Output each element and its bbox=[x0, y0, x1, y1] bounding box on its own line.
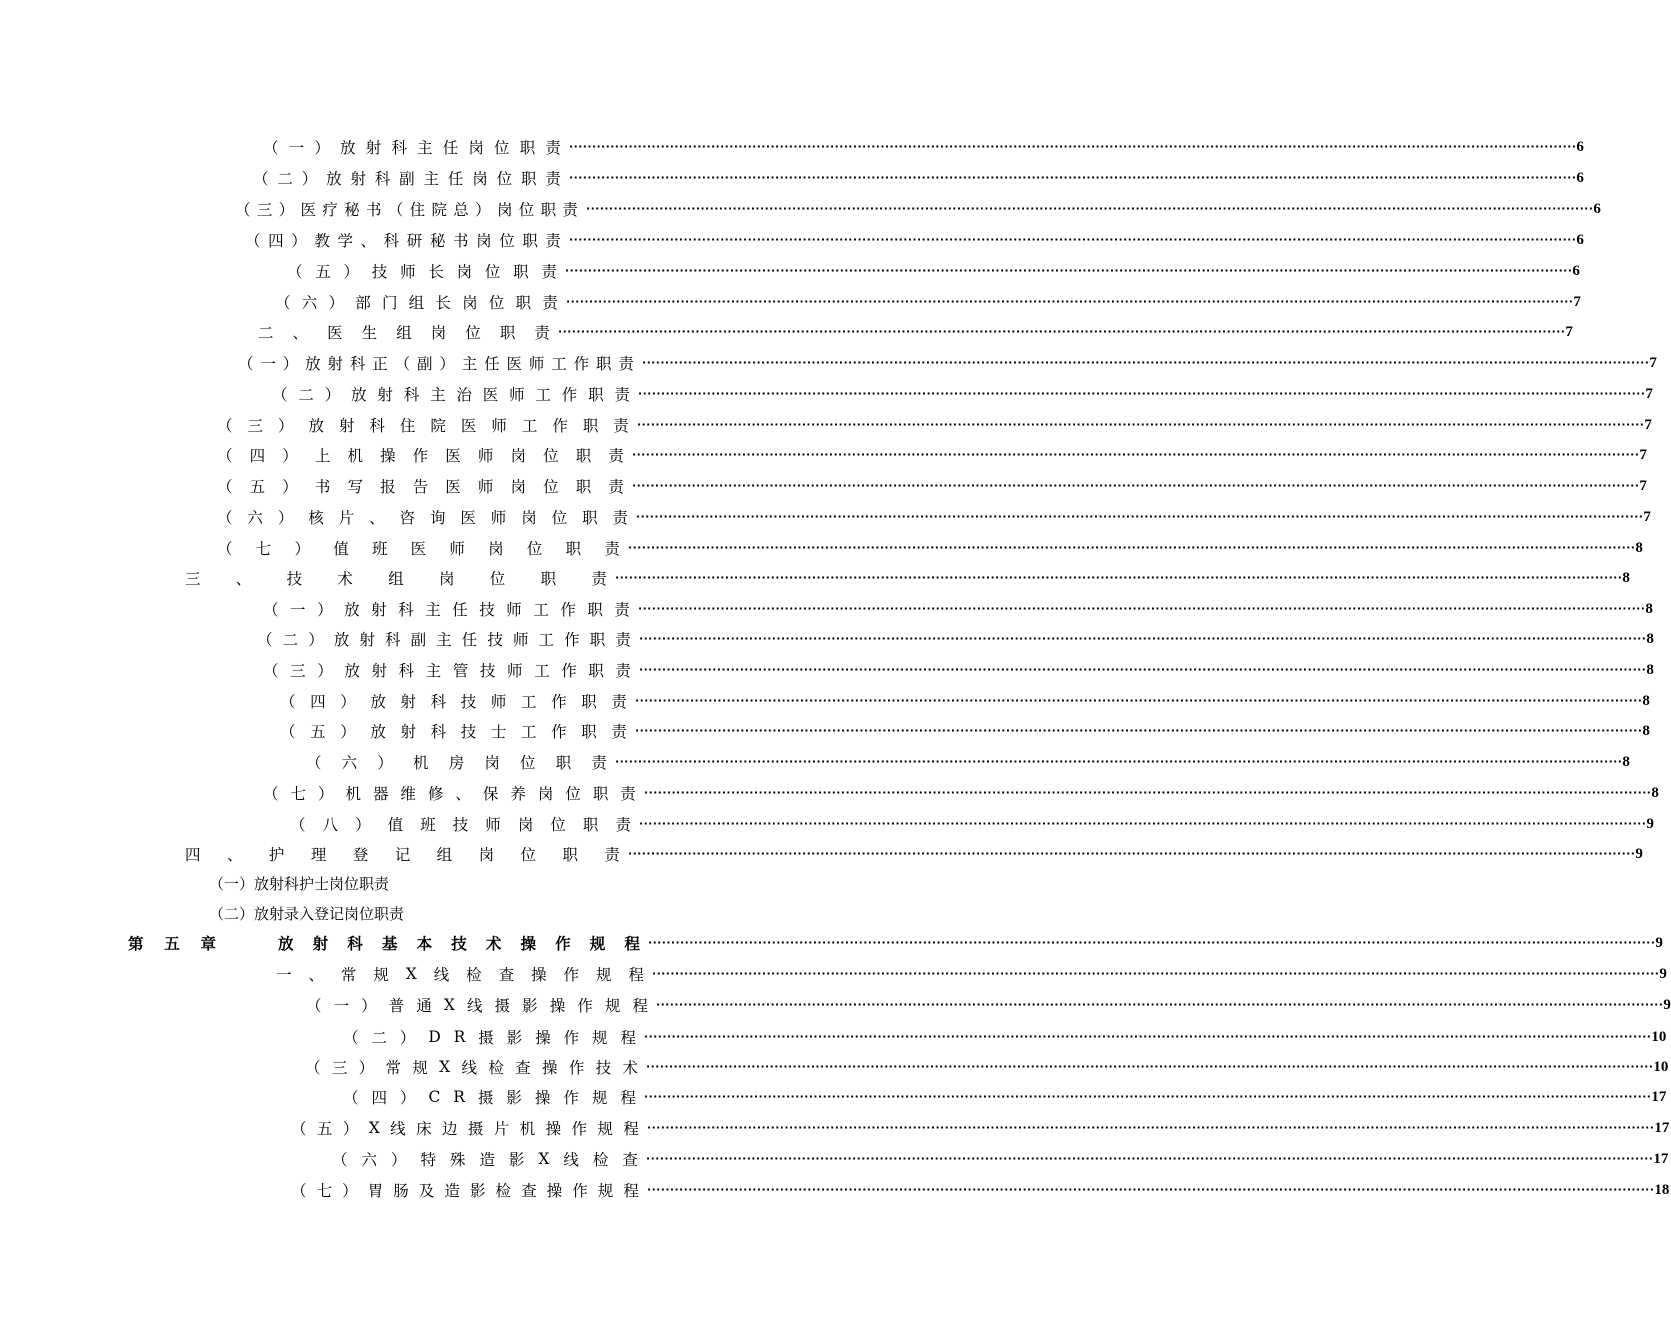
toc-entry-label: 四 、 护 理 登 记 组 岗 位 职 责 bbox=[185, 846, 620, 864]
toc-entry-label: （ 五 ） X 线 床 边 摄 片 机 操 作 规 程 bbox=[291, 1119, 639, 1138]
toc-page-number: 8 bbox=[1645, 601, 1653, 617]
toc-entry: （二）放射录入登记岗位职责 bbox=[209, 905, 405, 923]
toc-entry bbox=[235, 198, 1601, 220]
toc-entry bbox=[291, 1179, 1670, 1201]
toc-page-number: 8 bbox=[1622, 570, 1630, 586]
toc-leader-dots: ···························································································································································································································· bbox=[639, 663, 1647, 676]
toc-page-number: 10 bbox=[1651, 1029, 1667, 1045]
toc-entry-label bbox=[128, 932, 640, 954]
toc-entry bbox=[217, 414, 1652, 436]
toc-entry bbox=[306, 994, 1671, 1016]
toc-entry-label: （ 七 ） 值 班 医 师 岗 位 职 责 bbox=[217, 540, 620, 558]
toc-page-number: 18 bbox=[1654, 1182, 1670, 1198]
toc-entry-label: （ 六 ） 特 殊 造 影 X 线 检 查 bbox=[332, 1150, 638, 1169]
toc-entry bbox=[217, 444, 1647, 466]
toc-leader-dots: ···························································································································································································································· bbox=[636, 510, 1644, 523]
toc-page-number: 9 bbox=[1663, 997, 1671, 1013]
toc-entry-label: 三 、 技 术 组 岗 位 职 责 bbox=[185, 570, 607, 588]
toc-entry bbox=[291, 1117, 1670, 1139]
toc-page-number: 8 bbox=[1642, 693, 1650, 709]
toc-entry bbox=[185, 567, 1630, 589]
toc-leader-dots: ···························································································································································································································· bbox=[639, 817, 1647, 830]
toc-entry bbox=[253, 167, 1584, 189]
toc-entry-label: （ 七 ） 胃 肠 及 造 影 检 查 操 作 规 程 bbox=[291, 1182, 639, 1200]
toc-leader-dots: ···························································································································································································································· bbox=[615, 755, 1623, 768]
toc-entry bbox=[280, 690, 1650, 712]
toc-entry-label: （ 一 ） 放 射 科 主 任 技 师 工 作 职 责 bbox=[263, 601, 630, 619]
toc-entry bbox=[217, 506, 1651, 528]
toc-entry-label: 一 、 常 规 X 线 检 查 操 作 规 程 bbox=[276, 965, 644, 984]
toc-entry bbox=[263, 659, 1654, 681]
toc-entry-label: （ 四 ） C R 摄 影 操 作 规 程 bbox=[343, 1088, 636, 1107]
toc-page-number: 9 bbox=[1659, 966, 1667, 982]
toc-leader-dots: ···························································································································································································································· bbox=[628, 541, 1636, 554]
toc-entry-label: （ 四 ） 放 射 科 技 师 工 作 职 责 bbox=[280, 693, 627, 711]
toc-entry-label: （ 五 ） 技 师 长 岗 位 职 责 bbox=[287, 263, 557, 281]
toc-leader-dots: ···························································································································································································································· bbox=[558, 325, 1566, 338]
toc-leader-dots: ···························································································································································································································· bbox=[632, 479, 1640, 492]
toc-entry-label: （ 三 ） 常 规 X 线 检 查 操 作 技 术 bbox=[305, 1058, 638, 1077]
toc-leader-dots: ···························································································································································································································· bbox=[639, 632, 1647, 645]
toc-entry bbox=[263, 598, 1653, 620]
toc-entry-label: （ 六 ） 核 片 、 咨 询 医 师 岗 位 职 责 bbox=[217, 509, 628, 527]
toc-entry-label: （ 三 ） 放 射 科 住 院 医 师 工 作 职 责 bbox=[217, 417, 629, 435]
toc-entry: （一）放射科护士岗位职责 bbox=[209, 875, 390, 893]
toc-page-number: 7 bbox=[1643, 509, 1651, 525]
toc-leader-dots: ···························································································································································································································· bbox=[565, 264, 1573, 277]
toc-page-number: 7 bbox=[1573, 294, 1581, 310]
toc-entry-label: （ 二 ） D R 摄 影 操 作 规 程 bbox=[343, 1028, 636, 1047]
toc-entry bbox=[263, 136, 1584, 158]
toc-entry bbox=[238, 352, 1657, 374]
toc-entry bbox=[217, 475, 1647, 497]
toc-page-number: 9 bbox=[1635, 846, 1643, 862]
toc-entry bbox=[290, 813, 1654, 835]
toc-entry bbox=[280, 720, 1650, 742]
toc-entry-title: 放 射 科 基 本 技 术 操 作 规 程 bbox=[278, 934, 640, 953]
toc-entry-label: （ 四 ） 上 机 操 作 医 师 岗 位 职 责 bbox=[217, 447, 624, 465]
toc-entry-label: （ 五 ） 放 射 科 技 士 工 作 职 责 bbox=[280, 723, 627, 741]
toc-entry-label: （ 八 ） 值 班 技 师 岗 位 职 责 bbox=[290, 816, 631, 834]
toc-page-number: 17 bbox=[1653, 1151, 1669, 1167]
toc-entry bbox=[332, 1148, 1669, 1170]
toc-entry-label: （ 四 ） 教 学 、 科 研 秘 书 岗 位 职 责 bbox=[245, 232, 561, 250]
toc-leader-dots: ···························································································································································································································· bbox=[638, 387, 1646, 400]
toc-leader-dots: ···························································································································································································································· bbox=[635, 694, 1643, 707]
toc-page-number: 10 bbox=[1653, 1059, 1669, 1075]
toc-entry bbox=[287, 260, 1580, 282]
toc-entry-label: （ 二 ） 放 射 科 副 主 任 技 师 工 作 职 责 bbox=[257, 631, 631, 649]
toc-entry bbox=[276, 963, 1667, 985]
toc-leader-dots: ···························································································································································································································· bbox=[637, 418, 1645, 431]
toc-leader-dots: ···························································································································································································································· bbox=[642, 356, 1650, 369]
toc-entry bbox=[258, 321, 1573, 343]
toc-entry bbox=[257, 628, 1654, 650]
toc-entry-label: （ 一 ） 普 通 X 线 摄 影 操 作 规 程 bbox=[306, 996, 648, 1015]
toc-leader-dots: ···························································································································································································································· bbox=[656, 998, 1664, 1011]
toc-page-number: 8 bbox=[1635, 540, 1643, 556]
toc-page-number: 7 bbox=[1645, 386, 1653, 402]
toc-page-number: 7 bbox=[1649, 355, 1657, 371]
toc-leader-dots: ···························································································································································································································· bbox=[638, 602, 1646, 615]
toc-page-number: 6 bbox=[1576, 139, 1584, 155]
toc-entry bbox=[343, 1086, 1667, 1108]
toc-entry-label: （ 一 ） 放 射 科 正 （ 副 ） 主 任 医 师 工 作 职 责 bbox=[238, 355, 634, 373]
toc-entry-label: 二 、 医 生 组 岗 位 职 责 bbox=[258, 324, 550, 342]
toc-entry bbox=[245, 229, 1584, 251]
toc-leader-dots: ···························································································································································································································· bbox=[632, 448, 1640, 461]
toc-leader-dots: ···························································································································································································································· bbox=[644, 1090, 1652, 1103]
toc-page-number: 8 bbox=[1651, 785, 1659, 801]
toc-entry-label: （ 六 ） 机 房 岗 位 职 责 bbox=[306, 754, 607, 772]
toc-leader-dots: ···························································································································································································································· bbox=[569, 233, 1577, 246]
toc-page-number: 7 bbox=[1644, 417, 1652, 433]
toc-entry-label: （ 三 ） 放 射 科 主 管 技 师 工 作 职 责 bbox=[263, 662, 631, 680]
toc-leader-dots: ···························································································································································································································· bbox=[644, 786, 1652, 799]
toc-entry-label: （ 三 ） 医 疗 秘 书 （ 住 院 总 ） 岗 位 职 责 bbox=[235, 201, 578, 219]
toc-entry bbox=[217, 537, 1643, 559]
toc-page-number: 7 bbox=[1565, 324, 1573, 340]
toc-entry-label: （ 六 ） 部 门 组 长 岗 位 职 责 bbox=[275, 294, 558, 312]
toc-page-number: 7 bbox=[1639, 447, 1647, 463]
toc-leader-dots: ···························································································································································································································· bbox=[652, 967, 1660, 980]
toc-page-number: 8 bbox=[1646, 662, 1654, 678]
toc-page-number: 9 bbox=[1655, 935, 1663, 951]
toc-leader-dots: ···························································································································································································································· bbox=[569, 140, 1577, 153]
toc-page-number: 17 bbox=[1654, 1120, 1670, 1136]
toc-leader-dots: ···························································································································································································································· bbox=[628, 847, 1636, 860]
toc-page-number: 9 bbox=[1646, 816, 1654, 832]
toc-entry bbox=[305, 1056, 1669, 1078]
toc-leader-dots: ···························································································································································································································· bbox=[569, 171, 1577, 184]
toc-entry bbox=[263, 782, 1659, 804]
toc-entry-label: （ 一 ） 放 射 科 主 任 岗 位 职 责 bbox=[263, 139, 561, 157]
toc-page-number: 8 bbox=[1642, 723, 1650, 739]
toc-page-number: 6 bbox=[1572, 263, 1580, 279]
toc-entry bbox=[128, 932, 1663, 954]
toc-page-number: 7 bbox=[1639, 478, 1647, 494]
toc-leader-dots: ···························································································································································································································· bbox=[566, 295, 1574, 308]
toc-entry bbox=[185, 843, 1643, 865]
toc-page-number: 6 bbox=[1593, 201, 1601, 217]
toc-leader-dots: ···························································································································································································································· bbox=[647, 1183, 1655, 1196]
toc-leader-dots: ···························································································································································································································· bbox=[647, 1121, 1655, 1134]
toc-entry-label: （ 二 ） 放 射 科 副 主 任 岗 位 职 责 bbox=[253, 170, 561, 188]
toc-entry bbox=[272, 383, 1653, 405]
toc-leader-dots: ···························································································································································································································· bbox=[635, 724, 1643, 737]
toc-entry-label: （ 七 ） 机 器 维 修 、 保 养 岗 位 职 责 bbox=[263, 785, 636, 803]
toc-page-number: 8 bbox=[1622, 754, 1630, 770]
toc-leader-dots: ···························································································································································································································· bbox=[648, 936, 1656, 949]
toc-entry-label: （ 二 ） 放 射 科 主 治 医 师 工 作 职 责 bbox=[272, 386, 630, 404]
toc-leader-dots: ···························································································································································································································· bbox=[615, 571, 1623, 584]
toc-entry-chapter: 第 五 章 bbox=[128, 934, 216, 953]
toc-entry bbox=[275, 291, 1581, 313]
toc-entry bbox=[343, 1026, 1667, 1048]
toc-entry bbox=[306, 751, 1630, 773]
toc-page-number: 6 bbox=[1576, 170, 1584, 186]
toc-leader-dots: ···························································································································································································································· bbox=[644, 1030, 1652, 1043]
toc-page-number: 17 bbox=[1651, 1089, 1667, 1105]
toc-leader-dots: ···························································································································································································································· bbox=[646, 1152, 1654, 1165]
toc-leader-dots: ···························································································································································································································· bbox=[646, 1060, 1654, 1073]
toc-leader-dots: ···························································································································································································································· bbox=[586, 202, 1594, 215]
toc-page-number: 8 bbox=[1646, 631, 1654, 647]
toc-entry-label: （ 五 ） 书 写 报 告 医 师 岗 位 职 责 bbox=[217, 478, 624, 496]
toc-page-number: 6 bbox=[1576, 232, 1584, 248]
